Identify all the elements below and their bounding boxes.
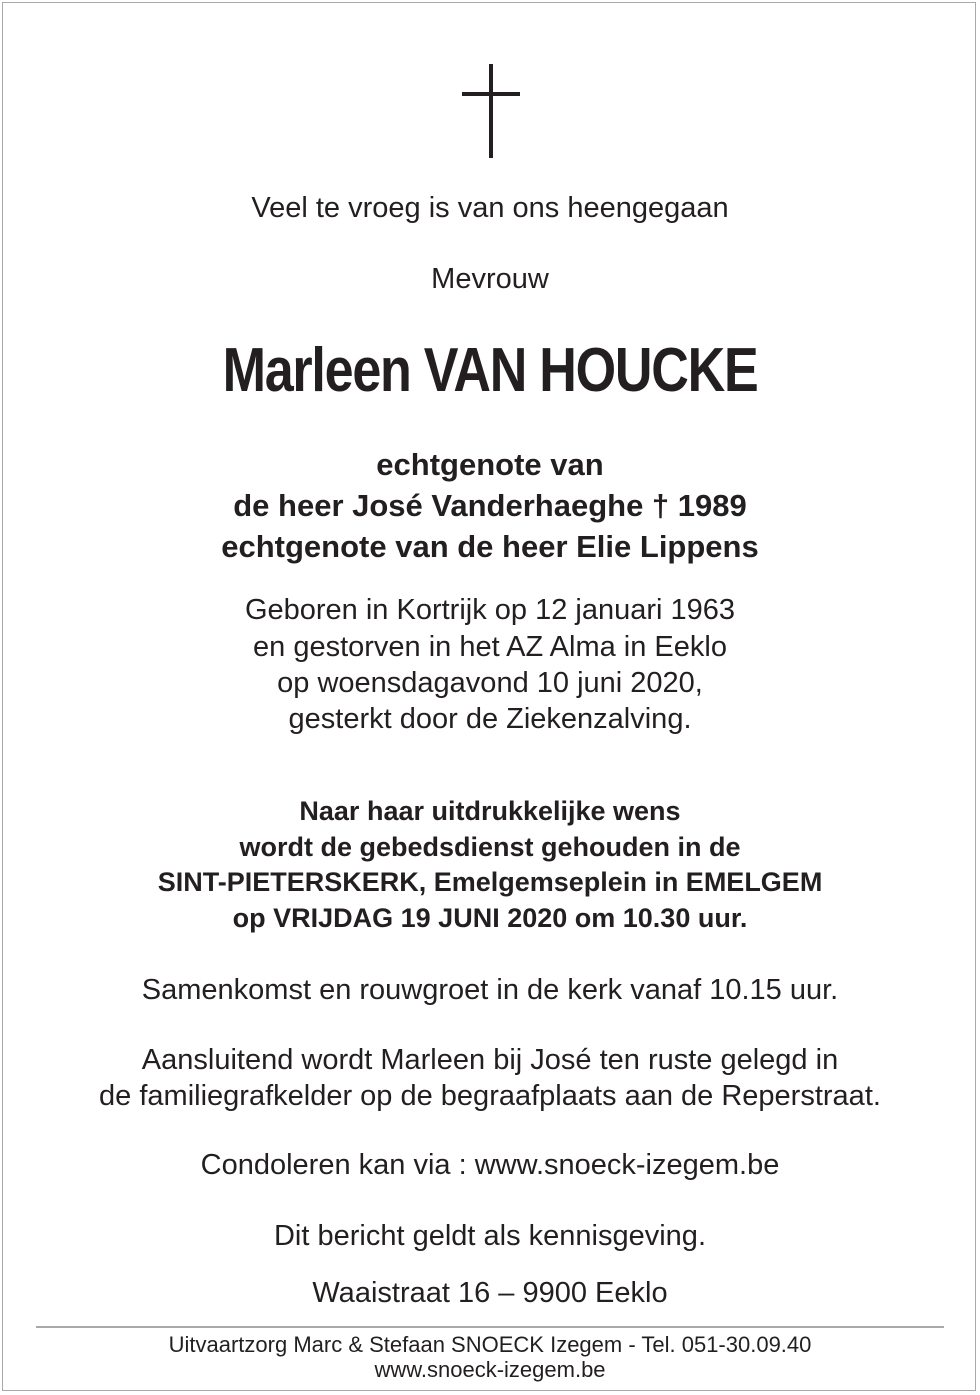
service-line-3: SINT-PIETERSKERK, Emelgemseplein in EMELGEM bbox=[157, 867, 823, 897]
family-address: Waaistraat 16 – 9900 Eeklo bbox=[312, 1277, 668, 1309]
salutation: Mevrouw bbox=[431, 263, 549, 295]
service-line-1: Naar haar uitdrukkelijke wens bbox=[299, 796, 681, 826]
burial-line-2: de familiegrafkelder op de begraafplaats aan de Reperstraat. bbox=[99, 1080, 881, 1112]
service-line-4: op VRIJDAG 19 JUNI 2020 om 10.30 uur. bbox=[232, 903, 748, 933]
birth-death-line-4: gesterkt door de Ziekenzalving. bbox=[288, 703, 692, 735]
footer-divider bbox=[36, 1326, 944, 1328]
birth-death-line-2: en gestorven in het AZ Alma in Eeklo bbox=[253, 631, 727, 663]
condolences-text: Condoleren kan via : www.snoeck-izegem.be bbox=[200, 1149, 780, 1181]
funeral-home-website: www.snoeck-izegem.be bbox=[374, 1357, 606, 1382]
birth-death-line-1: Geboren in Kortrijk op 12 januari 1963 bbox=[244, 594, 736, 626]
cross-icon bbox=[462, 64, 520, 158]
burial-line-1: Aansluitend wordt Marleen bij José ten ruste gelegd in bbox=[141, 1044, 839, 1076]
birth-death-line-3: op woensdagavond 10 juni 2020, bbox=[277, 667, 703, 699]
spouse-line-3: echtgenote van de heer Elie Lippens bbox=[221, 529, 759, 564]
notice-text: Dit bericht geldt als kennisgeving. bbox=[273, 1220, 706, 1252]
spouse-line-1: echtgenote van bbox=[376, 447, 604, 482]
spouse-line-2: de heer José Vanderhaeghe † 1989 bbox=[233, 488, 747, 523]
deceased-name: Marleen VAN HOUCKE bbox=[222, 336, 758, 405]
intro-text: Veel te vroeg is van ons heengegaan bbox=[251, 192, 729, 224]
service-line-2: wordt de gebedsdienst gehouden in de bbox=[239, 832, 741, 862]
gathering-text: Samenkomst en rouwgroet in de kerk vanaf 10.15 uur. bbox=[141, 974, 839, 1006]
funeral-home-info: Uitvaartzorg Marc & Stefaan SNOECK Izegem - Tel. 051-30.09.40 bbox=[168, 1332, 812, 1357]
